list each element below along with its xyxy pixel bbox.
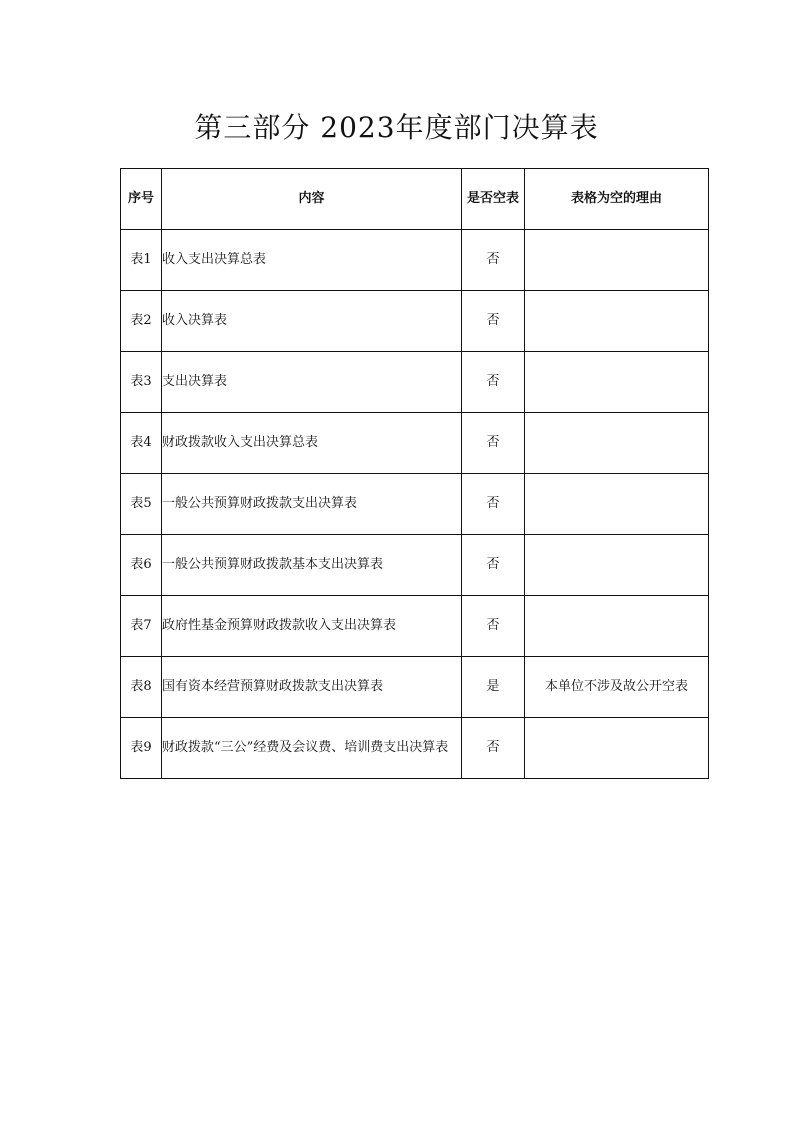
row-content: 支出决算表 (162, 352, 462, 413)
row-content: 政府性基金预算财政拨款收入支出决算表 (162, 596, 462, 657)
budget-table (120, 168, 709, 779)
row-is-empty: 是 (462, 657, 525, 718)
row-content: 收入支出决算总表 (162, 230, 462, 291)
row-content: 财政拨款收入支出决算总表 (162, 413, 462, 474)
table-row (121, 596, 709, 657)
row-is-empty: 否 (462, 352, 525, 413)
row-reason (525, 596, 709, 657)
row-content: 收入决算表 (162, 291, 462, 352)
row-is-empty: 否 (462, 596, 525, 657)
row-reason (525, 474, 709, 535)
row-content: 一般公共预算财政拨款支出决算表 (162, 474, 462, 535)
row-no: 表7 (121, 596, 162, 657)
row-reason (525, 291, 709, 352)
row-no: 表1 (121, 230, 162, 291)
row-reason (525, 413, 709, 474)
row-reason (525, 352, 709, 413)
row-no: 表2 (121, 291, 162, 352)
row-is-empty: 否 (462, 718, 525, 779)
header-reason: 表格为空的理由 (525, 169, 709, 230)
table-row (121, 535, 709, 596)
row-no: 表3 (121, 352, 162, 413)
table-header-row (121, 169, 709, 230)
row-content: 一般公共预算财政拨款基本支出决算表 (162, 535, 462, 596)
table-row (121, 291, 709, 352)
row-no: 表4 (121, 413, 162, 474)
row-no: 表8 (121, 657, 162, 718)
row-reason (525, 718, 709, 779)
row-reason (525, 535, 709, 596)
row-is-empty: 否 (462, 291, 525, 352)
row-is-empty: 否 (462, 535, 525, 596)
header-no: 序号 (121, 169, 162, 230)
row-no: 表6 (121, 535, 162, 596)
header-content: 内容 (162, 169, 462, 230)
table-row (121, 718, 709, 779)
table-row (121, 230, 709, 291)
table-row (121, 352, 709, 413)
row-is-empty: 否 (462, 230, 525, 291)
table-row (121, 474, 709, 535)
header-is-empty: 是否空表 (462, 169, 525, 230)
row-reason (525, 230, 709, 291)
row-reason: 本单位不涉及故公开空表 (525, 657, 709, 718)
row-is-empty: 否 (462, 474, 525, 535)
table-row (121, 413, 709, 474)
row-content: 国有资本经营预算财政拨款支出决算表 (162, 657, 462, 718)
row-no: 表9 (121, 718, 162, 779)
row-is-empty: 否 (462, 413, 525, 474)
table-row (121, 657, 709, 718)
row-no: 表5 (121, 474, 162, 535)
page-title: 第三部分 2023年度部门决算表 (194, 111, 599, 144)
row-content: 财政拨款“三公”经费及会议费、培训费支出决算表 (162, 718, 462, 779)
